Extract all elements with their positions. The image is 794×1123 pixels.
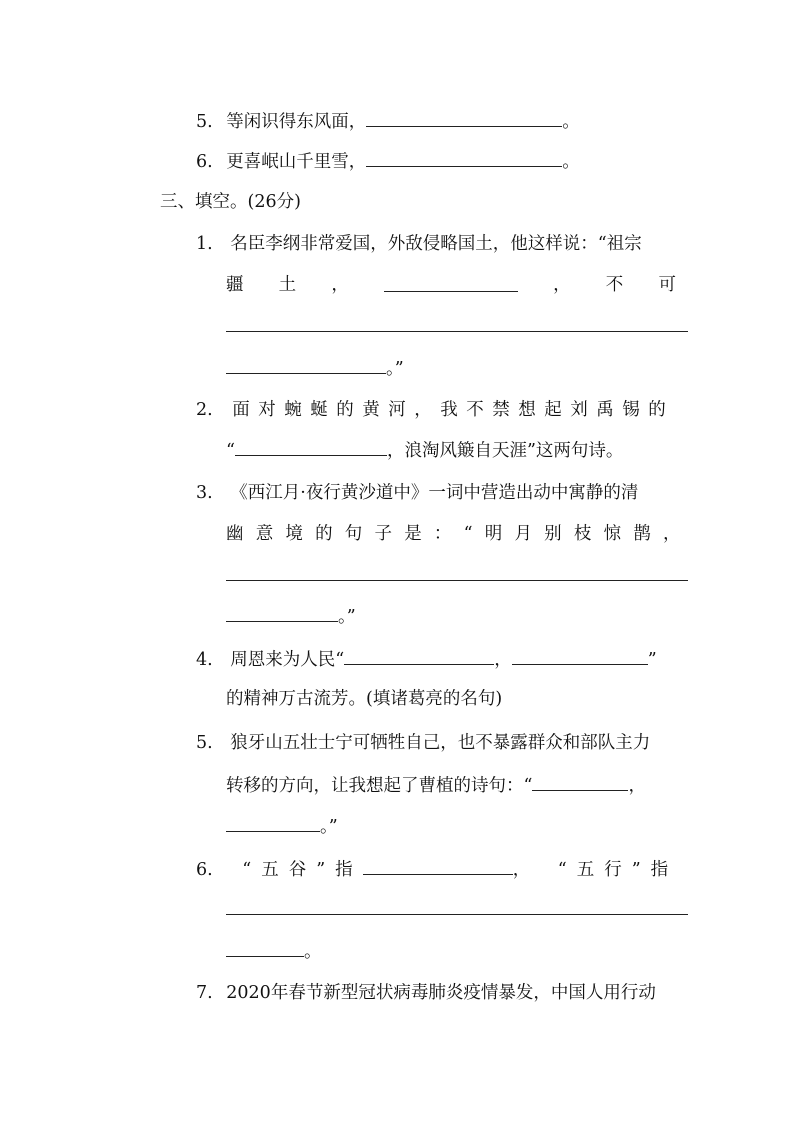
- q3-end: 。”: [338, 607, 356, 627]
- prev-item-5: [196, 108, 580, 132]
- q1-word: 土: [278, 275, 297, 295]
- q4-comma: ，: [494, 650, 512, 670]
- item-end: 。: [562, 112, 580, 132]
- prev-item-6: [196, 148, 580, 172]
- q2-line2: [226, 437, 623, 461]
- q1-number: 1.: [196, 234, 213, 254]
- item-text: 等闲识得东风面，: [226, 112, 367, 132]
- q4-text: 周恩来为人民“: [230, 650, 345, 670]
- answer-line[interactable]: [226, 330, 688, 332]
- q5-line1: [196, 731, 650, 755]
- answer-blank[interactable]: [384, 273, 518, 292]
- q2-number: 2.: [196, 400, 213, 420]
- section-heading: 三、填空。(26分): [160, 192, 301, 212]
- answer-blank[interactable]: [226, 938, 304, 957]
- q2-line1: [196, 398, 676, 422]
- q7-line1: [196, 981, 656, 1005]
- q5-end: 。”: [320, 817, 338, 837]
- item-number: 6.: [196, 152, 213, 172]
- q3-text: 《西江月·夜行黄沙道中》一词中营造出动中寓静的清: [230, 483, 639, 503]
- q6-end: 。: [304, 942, 322, 962]
- q1-word: ，: [331, 275, 349, 295]
- q3-number: 3.: [196, 483, 213, 503]
- q4-close: ”: [647, 650, 657, 670]
- answer-blank[interactable]: [366, 108, 562, 127]
- q1-line2: [226, 273, 676, 297]
- q5-number: 5.: [196, 733, 213, 753]
- answer-blank[interactable]: [226, 355, 386, 374]
- answer-blank[interactable]: [344, 646, 494, 665]
- item-number: 5.: [196, 112, 213, 132]
- q6-comma: ，: [512, 860, 531, 880]
- answer-blank[interactable]: [226, 813, 320, 832]
- q2-rest: ，浪淘风簸自天涯”这两句诗。: [386, 441, 624, 461]
- answer-blank[interactable]: [532, 772, 628, 791]
- q3-line4: [226, 603, 356, 627]
- q3-line2: 幽意境的句子是：“明月别枝惊鹊，: [226, 524, 693, 544]
- q2-open-quote: “: [226, 441, 235, 461]
- q6-text-b: “五行”指: [557, 860, 679, 880]
- item-end: 。: [562, 152, 580, 172]
- q2-text: 面对蜿蜒的黄河，我不禁想起刘禹锡的: [232, 400, 675, 420]
- q1-text: 名臣李纲非常爱国，外敌侵略国土，他这样说：“祖宗: [230, 234, 642, 254]
- q1-word: ，: [553, 275, 571, 295]
- q1-word: 可: [658, 275, 676, 295]
- answer-blank[interactable]: [512, 646, 648, 665]
- q1-word: 疆: [226, 275, 244, 295]
- q5-line2: [226, 772, 646, 796]
- q1-end: 。”: [386, 359, 404, 379]
- q4-number: 4.: [196, 650, 213, 670]
- answer-blank[interactable]: [235, 437, 387, 456]
- q5-text2: 转移的方向，让我想起了曹植的诗句：“: [226, 776, 533, 796]
- q5-comma: ，: [628, 776, 646, 796]
- q6-line1: [196, 856, 679, 880]
- q7-number: 7.: [196, 983, 213, 1003]
- q1-word: 不: [605, 275, 624, 295]
- answer-line[interactable]: [226, 913, 688, 915]
- q6-line3: [226, 938, 322, 962]
- q7-text: 2020年春节新型冠状病毒肺炎疫情暴发，中国人用行动: [226, 983, 656, 1003]
- q6-number: 6.: [196, 860, 213, 880]
- q1-line1: [196, 232, 642, 256]
- answer-blank[interactable]: [366, 148, 562, 167]
- q3-line1: [196, 481, 638, 505]
- answer-line[interactable]: [226, 579, 688, 581]
- q4-line2: 的精神万古流芳。(填诸葛亮的名句): [226, 689, 503, 709]
- item-text: 更喜岷山千里雪，: [226, 152, 367, 172]
- q4-line1: [196, 646, 657, 670]
- q5-text: 狼牙山五壮士宁可牺牲自己，也不暴露群众和部队主力: [230, 733, 651, 753]
- q6-text-a: “五谷”指: [242, 860, 363, 880]
- answer-blank[interactable]: [226, 603, 338, 622]
- q5-line3: [226, 813, 338, 837]
- answer-blank[interactable]: [363, 856, 513, 875]
- q1-line4: [226, 355, 404, 379]
